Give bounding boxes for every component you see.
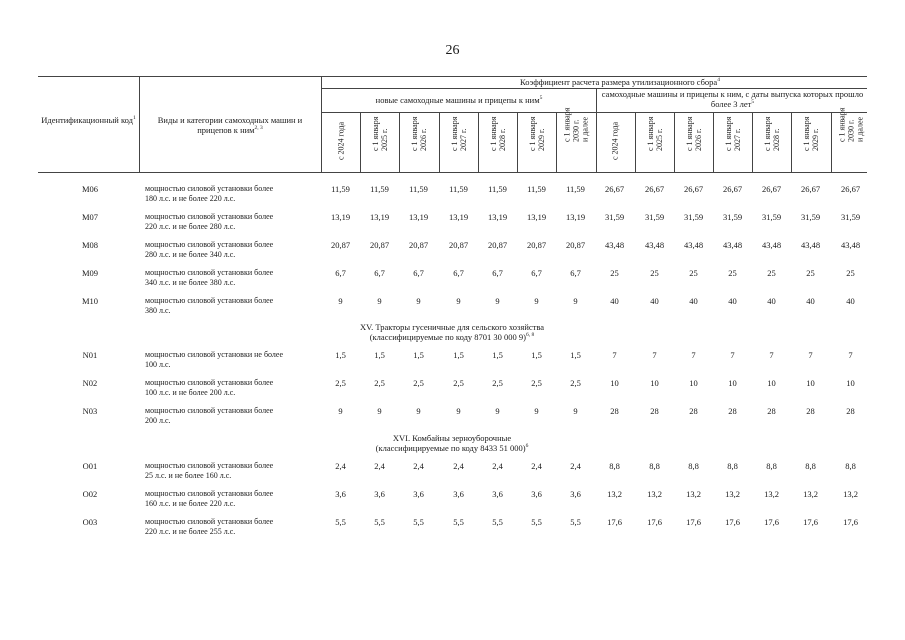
row-value: 43,48 (644, 240, 665, 250)
row-description (145, 406, 317, 426)
row-value: 7 (808, 350, 813, 360)
row-value: 17,6 (686, 517, 701, 527)
row-description (145, 268, 317, 288)
row-value: 28 (767, 406, 776, 416)
row-code: N03 (82, 406, 98, 416)
row-code: N02 (82, 378, 98, 388)
row-value: 2,5 (374, 378, 385, 388)
row-description-line: мощностью силовой установки более (145, 212, 274, 221)
row-description-line: мощностью силовой установки более (145, 517, 274, 526)
row-value: 9 (338, 406, 343, 416)
row-description-line: 220 л.с. и не более 255 л.с. (145, 527, 236, 536)
row-value: 13,19 (330, 212, 351, 222)
row-value: 43,48 (604, 240, 625, 250)
row-value: 40 (650, 296, 659, 306)
row-value: 9 (495, 296, 500, 306)
row-value: 7 (691, 350, 696, 360)
row-value: 5,5 (570, 517, 581, 527)
row-value: 20,87 (526, 240, 547, 250)
row-description-line: мощностью силовой установки более (145, 184, 274, 193)
row-value: 9 (456, 406, 461, 416)
row-value: 17,6 (803, 517, 818, 527)
row-value: 2,4 (374, 461, 385, 471)
period-header-label: с 1 января 2028 г. (762, 116, 781, 151)
row-value: 6,7 (374, 268, 385, 278)
row-value: 11,59 (488, 184, 507, 194)
row-value: 26,67 (722, 184, 743, 194)
row-value: 1,5 (570, 350, 581, 360)
row-value: 9 (377, 406, 382, 416)
row-value: 8,8 (727, 461, 738, 471)
row-value: 8,8 (845, 461, 856, 471)
row-value: 3,6 (453, 489, 464, 499)
period-header-label: с 1 января 2028 г. (488, 116, 507, 151)
row-value: 7 (612, 350, 617, 360)
row-description-line: 280 л.с. и не более 340 л.с. (145, 250, 236, 259)
row-value: 8,8 (609, 461, 620, 471)
row-value: 11,59 (566, 184, 585, 194)
row-value: 13,19 (448, 212, 469, 222)
row-value: 43,48 (800, 240, 821, 250)
row-value: 8,8 (766, 461, 777, 471)
row-code: О03 (82, 517, 98, 527)
row-value: 20,87 (565, 240, 586, 250)
section-title: XVI. Комбайны зерноуборочные (392, 433, 512, 443)
row-value: 13,2 (764, 489, 779, 499)
row-code: М08 (81, 240, 99, 250)
period-header (479, 113, 516, 171)
row-value: 7 (848, 350, 853, 360)
row-value: 13,2 (725, 489, 740, 499)
row-value: 25 (767, 268, 776, 278)
period-header (557, 107, 594, 171)
row-value: 10 (728, 378, 737, 388)
section-footnote-ref: 6 (525, 443, 529, 450)
row-value: 7 (730, 350, 735, 360)
row-value: 3,6 (335, 489, 346, 499)
row-value: 10 (806, 378, 815, 388)
period-header (753, 113, 790, 171)
row-value: 40 (610, 296, 619, 306)
period-header-label: с 1 января 2030 г. и далее (562, 107, 589, 142)
row-value: 25 (689, 268, 698, 278)
section-subtitle: (классифицируемые по коду 8433 51 000)$^6$ (375, 443, 529, 453)
column-divider-code (139, 76, 140, 172)
row-description-line: 100 л.с. (145, 360, 171, 369)
row-value: 5,5 (374, 517, 385, 527)
row-value: 1,5 (413, 350, 424, 360)
row-value: 13,19 (369, 212, 390, 222)
row-value: 9 (573, 406, 578, 416)
row-value: 13,19 (408, 212, 429, 222)
row-value: 9 (534, 406, 539, 416)
row-description (145, 184, 317, 204)
row-description-line: мощностью силовой установки более (145, 378, 274, 387)
row-value: 28 (610, 406, 619, 416)
header-kinds: Виды и категории самоходных машин и прицепов к ним$^{2, 3}$ (157, 115, 303, 135)
period-header (518, 113, 555, 171)
row-value: 9 (534, 296, 539, 306)
row-value: 43,48 (761, 240, 782, 250)
row-value: 11,59 (449, 184, 468, 194)
row-description-line: мощностью силовой установки более (145, 461, 274, 470)
row-value: 3,6 (531, 489, 542, 499)
header-id-code: Идентификационный код$^1$ (41, 115, 136, 125)
row-value: 17,6 (843, 517, 858, 527)
row-value: 13,19 (526, 212, 547, 222)
row-description (145, 489, 317, 509)
row-description-line: мощностью силовой установки более (145, 406, 274, 415)
row-value: 31,59 (800, 212, 821, 222)
period-header (596, 113, 633, 171)
row-value: 40 (846, 296, 855, 306)
row-description (145, 378, 317, 398)
row-value: 10 (610, 378, 619, 388)
row-value: 20,87 (408, 240, 429, 250)
header-group-old: самоходные машины и прицепы к ним, с даты выпуска которых прошло более 3 лет$^5$ (601, 89, 864, 109)
row-value: 26,67 (840, 184, 861, 194)
row-description-line: 180 л.с. и не более 220 л.с. (145, 194, 236, 203)
row-value: 10 (767, 378, 776, 388)
period-header (400, 113, 437, 171)
row-value: 1,5 (492, 350, 503, 360)
row-value: 28 (728, 406, 737, 416)
row-code: М07 (81, 212, 99, 222)
row-value: 9 (338, 296, 343, 306)
row-value: 3,6 (492, 489, 503, 499)
row-value: 5,5 (531, 517, 542, 527)
row-description-line: мощностью силовой установки более (145, 268, 274, 277)
section-heading (322, 433, 582, 453)
row-value: 10 (846, 378, 855, 388)
row-value: 2,5 (531, 378, 542, 388)
row-description-line: 25 л.с. и не более 160 л.с. (145, 471, 232, 480)
row-description-line: мощностью силовой установки более (145, 240, 274, 249)
row-value: 7 (769, 350, 774, 360)
row-value: 6,7 (335, 268, 346, 278)
row-value: 31,59 (644, 212, 665, 222)
row-value: 2,5 (453, 378, 464, 388)
row-code: М06 (81, 184, 99, 194)
period-header-label: с 1 января 2025 г. (645, 116, 664, 151)
row-description-line: 340 л.с. и не более 380 л.с. (145, 278, 236, 287)
row-value: 13,2 (843, 489, 858, 499)
period-header (361, 113, 398, 171)
row-value: 26,67 (604, 184, 625, 194)
row-description (145, 461, 317, 481)
row-value: 17,6 (607, 517, 622, 527)
row-value: 2,5 (570, 378, 581, 388)
row-value: 5,5 (335, 517, 346, 527)
row-value: 25 (650, 268, 659, 278)
section-subtitle: (классифицируемые по коду 8701 30 000 9)$^{6, 8}$ (369, 332, 535, 342)
row-value: 5,5 (413, 517, 424, 527)
period-header-label: с 1 января 2029 г. (527, 116, 546, 151)
header-group-new: новые самоходные машины и прицепы к ним$^5$ (375, 95, 543, 105)
header-bottom-border (38, 172, 867, 173)
row-description (145, 296, 317, 316)
row-value: 2,4 (492, 461, 503, 471)
period-header (322, 113, 359, 171)
row-value: 11,59 (331, 184, 350, 194)
row-value: 20,87 (487, 240, 508, 250)
row-description (145, 350, 317, 370)
row-value: 1,5 (335, 350, 346, 360)
section-footnote-ref: 6, 8 (526, 332, 535, 339)
row-value: 31,59 (722, 212, 743, 222)
row-value: 13,2 (686, 489, 701, 499)
page-number: 26 (445, 43, 460, 58)
period-header-label: с 1 января 2029 г. (801, 116, 820, 151)
period-header-label: с 1 января 2027 г. (449, 116, 468, 151)
row-value: 1,5 (374, 350, 385, 360)
row-value: 13,19 (487, 212, 508, 222)
row-code: N01 (82, 350, 98, 360)
row-value: 31,59 (604, 212, 625, 222)
row-description-line: 200 л.с. (145, 416, 171, 425)
period-header-label: с 2024 года (336, 121, 345, 160)
period-header (792, 113, 829, 171)
row-value: 40 (689, 296, 698, 306)
row-value: 40 (767, 296, 776, 306)
row-value: 40 (806, 296, 815, 306)
row-value: 28 (846, 406, 855, 416)
row-value: 17,6 (764, 517, 779, 527)
row-value: 6,7 (413, 268, 424, 278)
row-value: 31,59 (761, 212, 782, 222)
row-description-line: 100 л.с. и не более 200 л.с. (145, 388, 236, 397)
row-value: 6,7 (492, 268, 503, 278)
row-value: 10 (689, 378, 698, 388)
row-value: 20,87 (330, 240, 351, 250)
row-value: 13,2 (647, 489, 662, 499)
row-value: 13,2 (607, 489, 622, 499)
row-description-line: мощностью силовой установки не более (145, 350, 284, 359)
row-value: 3,6 (374, 489, 385, 499)
row-value: 10 (650, 378, 659, 388)
row-value: 31,59 (840, 212, 861, 222)
row-value: 26,67 (800, 184, 821, 194)
row-value: 3,6 (413, 489, 424, 499)
row-value: 8,8 (805, 461, 816, 471)
period-header-label: с 1 января 2030 г. и далее (837, 107, 864, 142)
row-value: 2,4 (453, 461, 464, 471)
row-value: 20,87 (369, 240, 390, 250)
row-value: 13,2 (803, 489, 818, 499)
row-value: 6,7 (570, 268, 581, 278)
row-value: 17,6 (647, 517, 662, 527)
row-description (145, 212, 317, 232)
row-value: 6,7 (453, 268, 464, 278)
row-code: О02 (82, 489, 98, 499)
header-coefficient-title: Коэффициент расчета размера утилизационного сбора$^4$ (520, 77, 720, 87)
row-value: 28 (689, 406, 698, 416)
row-value: 5,5 (453, 517, 464, 527)
row-value: 25 (610, 268, 619, 278)
period-header-label: с 1 января 2025 г. (370, 116, 389, 151)
period-header (636, 113, 673, 171)
row-value: 9 (573, 296, 578, 306)
row-value: 28 (650, 406, 659, 416)
row-value: 25 (846, 268, 855, 278)
row-value: 6,7 (531, 268, 542, 278)
period-header (832, 107, 869, 171)
period-header-label: с 1 января 2026 г. (684, 116, 703, 151)
row-value: 1,5 (531, 350, 542, 360)
row-value: 9 (456, 296, 461, 306)
row-value: 9 (416, 406, 421, 416)
row-value: 11,59 (370, 184, 389, 194)
row-description-line: 380 л.с. (145, 306, 171, 315)
row-value: 26,67 (644, 184, 665, 194)
row-value: 8,8 (649, 461, 660, 471)
row-value: 8,8 (688, 461, 699, 471)
row-value: 11,59 (527, 184, 546, 194)
row-value: 25 (806, 268, 815, 278)
period-header (675, 113, 712, 171)
section-title: XV. Тракторы гусеничные для сельского хозяйства (359, 322, 545, 332)
row-description (145, 517, 317, 537)
row-value: 40 (728, 296, 737, 306)
row-description-line: 220 л.с. и не более 280 л.с. (145, 222, 236, 231)
row-value: 43,48 (683, 240, 704, 250)
row-value: 2,4 (531, 461, 542, 471)
row-value: 1,5 (453, 350, 464, 360)
row-value: 28 (806, 406, 815, 416)
row-value: 2,5 (492, 378, 503, 388)
row-value: 43,48 (722, 240, 743, 250)
row-value: 9 (495, 406, 500, 416)
row-value: 7 (652, 350, 657, 360)
row-description-line: мощностью силовой установки более (145, 489, 274, 498)
row-value: 2,4 (570, 461, 581, 471)
period-header (714, 113, 751, 171)
row-code: М09 (81, 268, 99, 278)
row-value: 5,5 (492, 517, 503, 527)
row-value: 20,87 (448, 240, 469, 250)
row-value: 31,59 (683, 212, 704, 222)
row-value: 2,5 (413, 378, 424, 388)
row-description-line: 160 л.с. и не более 220 л.с. (145, 499, 236, 508)
row-description-line: мощностью силовой установки более (145, 296, 274, 305)
period-header-label: с 1 января 2027 г. (723, 116, 742, 151)
row-value: 26,67 (761, 184, 782, 194)
section-heading (322, 322, 582, 342)
row-value: 43,48 (840, 240, 861, 250)
row-value: 2,4 (335, 461, 346, 471)
period-header-label: с 2024 года (610, 121, 619, 160)
row-value: 9 (416, 296, 421, 306)
period-header (440, 113, 477, 171)
row-description (145, 240, 317, 260)
row-value: 13,19 (565, 212, 586, 222)
row-code: О01 (82, 461, 98, 471)
row-value: 17,6 (725, 517, 740, 527)
row-value: 9 (377, 296, 382, 306)
row-code: М10 (81, 296, 99, 306)
row-value: 11,59 (409, 184, 428, 194)
row-value: 3,6 (570, 489, 581, 499)
row-value: 26,67 (683, 184, 704, 194)
row-value: 2,5 (335, 378, 346, 388)
row-value: 25 (728, 268, 737, 278)
row-value: 2,4 (413, 461, 424, 471)
period-header-label: с 1 января 2026 г. (409, 116, 428, 151)
